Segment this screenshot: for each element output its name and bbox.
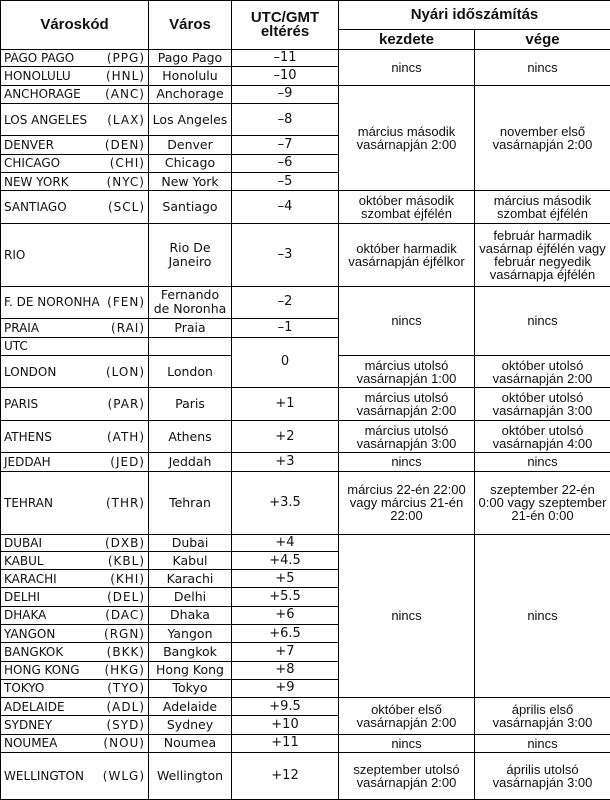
code-abbr: (LAX) <box>107 112 145 127</box>
city-name: Rio De Janeiro <box>149 223 232 286</box>
table-row <box>1 698 610 716</box>
utc-offset: –10 <box>232 67 339 85</box>
code-abbr: (LON) <box>105 364 145 379</box>
utc-offset: +5 <box>232 570 339 588</box>
code-name: DHAKA <box>4 608 47 623</box>
city-code <box>1 661 149 679</box>
city-code <box>1 734 149 752</box>
code-abbr: (ATH) <box>107 429 145 444</box>
code-abbr: (KBL) <box>107 553 145 568</box>
header-utc-offset: UTC/GMT eltérés <box>232 1 339 50</box>
dst-end: március második szombat éjfélén <box>475 191 610 224</box>
header-city-code: Városkód <box>1 1 149 50</box>
city-code <box>1 172 149 190</box>
city-code <box>1 191 149 224</box>
city-code <box>1 223 149 286</box>
city-code <box>1 625 149 643</box>
utc-offset: +9 <box>232 679 339 697</box>
code-name: YANGON <box>4 626 56 641</box>
city-code <box>1 388 149 421</box>
utc-offset: –2 <box>232 286 339 319</box>
utc-offset: +1 <box>232 388 339 421</box>
code-name: NOUMEA <box>4 736 58 751</box>
utc-offset: –8 <box>232 103 339 136</box>
utc-offset: +3.5 <box>232 471 339 534</box>
table-row <box>1 388 610 421</box>
code-name: ATHENS <box>4 429 52 444</box>
city-code <box>1 453 149 471</box>
utc-offset: +10 <box>232 716 339 734</box>
header-dst-start: kezdete <box>339 30 475 50</box>
code-name: HONOLULU <box>4 68 71 83</box>
city-code <box>1 319 149 337</box>
city-name: Athens <box>149 420 232 453</box>
dst-start: október első vasárnapján 2:00 <box>339 698 475 735</box>
table-row <box>1 752 610 799</box>
city-name: Adelaide <box>149 698 232 716</box>
city-code <box>1 570 149 588</box>
dst-start: szeptember utolsó vasárnapján 2:00 <box>339 752 475 799</box>
city-code <box>1 50 149 67</box>
city-name: London <box>149 355 232 388</box>
city-name: Dubai <box>149 534 232 551</box>
dst-start: március utolsó vasárnapján 3:00 <box>339 420 475 453</box>
city-name: Chicago <box>149 154 232 172</box>
code-name: RIO <box>4 247 26 262</box>
code-abbr: (HKG) <box>104 663 145 678</box>
city-name: Denver <box>149 136 232 154</box>
city-name: Yangon <box>149 625 232 643</box>
code-name: KARACHI <box>4 571 57 586</box>
code-name: HONG KONG <box>4 663 80 678</box>
table-row <box>1 85 610 103</box>
table-row <box>1 534 610 551</box>
city-name: Noumea <box>149 734 232 752</box>
code-abbr: (PAR) <box>107 397 145 412</box>
dst-start: március utolsó vasárnapján 1:00 <box>339 355 475 388</box>
table-row <box>1 734 610 752</box>
code-abbr: (DXB) <box>104 535 145 550</box>
code-name: WELLINGTON <box>4 768 84 783</box>
code-abbr: (RGN) <box>104 626 145 641</box>
city-name: Pago Pago <box>149 50 232 67</box>
code-name: LONDON <box>4 364 57 379</box>
dst-end: szeptember 22-én 0:00 vagy szeptember 21-én 0:00 <box>475 471 610 534</box>
city-code <box>1 67 149 85</box>
code-abbr: (THR) <box>105 495 145 510</box>
utc-offset: –3 <box>232 223 339 286</box>
code-name: NEW YORK <box>4 174 69 189</box>
city-name <box>149 337 232 355</box>
table-row <box>1 471 610 534</box>
city-name: Bangkok <box>149 643 232 661</box>
city-code <box>1 337 149 355</box>
dst-end: november első vasárnapján 2:00 <box>475 85 610 191</box>
utc-offset: +12 <box>232 752 339 799</box>
city-name: Santiago <box>149 191 232 224</box>
dst-start: március utolsó vasárnapján 2:00 <box>339 388 475 421</box>
city-code <box>1 679 149 697</box>
utc-offset: +4 <box>232 534 339 551</box>
utc-offset: –1 <box>232 319 339 337</box>
utc-offset: +11 <box>232 734 339 752</box>
dst-end: április első vasárnapján 3:00 <box>475 698 610 735</box>
dst-start: nincs <box>339 534 475 698</box>
utc-offset: –5 <box>232 172 339 190</box>
code-name: ADELAIDE <box>4 699 65 714</box>
city-name: Praia <box>149 319 232 337</box>
code-name: DELHI <box>4 590 41 605</box>
code-name: TEHRAN <box>4 495 53 510</box>
city-name: Los Angeles <box>149 103 232 136</box>
code-name: SANTIAGO <box>4 199 67 214</box>
code-abbr: (HNL) <box>105 68 145 83</box>
table-row <box>1 453 610 471</box>
city-code <box>1 716 149 734</box>
city-code <box>1 286 149 319</box>
dst-end: október utolsó vasárnapján 2:00 <box>475 355 610 388</box>
utc-offset: –4 <box>232 191 339 224</box>
city-name: New York <box>149 172 232 190</box>
city-name: Karachi <box>149 570 232 588</box>
dst-end: nincs <box>475 734 610 752</box>
table-row <box>1 50 610 67</box>
utc-offset: +2 <box>232 420 339 453</box>
city-name: Kabul <box>149 551 232 569</box>
dst-end: október utolsó vasárnapján 4:00 <box>475 420 610 453</box>
code-abbr: (ADL) <box>106 699 145 714</box>
dst-end: nincs <box>475 50 610 86</box>
dst-start: nincs <box>339 734 475 752</box>
city-code <box>1 420 149 453</box>
city-code <box>1 752 149 799</box>
dst-end: február harmadik vasárnap éjfélén vagy február negyedik vasárnapja éjfélén <box>475 223 610 286</box>
code-abbr: (DEL) <box>107 590 145 605</box>
code-abbr: (TYO) <box>107 681 145 696</box>
dst-start: nincs <box>339 50 475 86</box>
city-name: Fernando de Noronha <box>149 286 232 319</box>
table-row <box>1 420 610 453</box>
code-name: F. DE NORONHA <box>4 295 100 310</box>
code-abbr: (KHI) <box>110 571 145 586</box>
code-abbr: (ANC) <box>105 87 145 102</box>
city-name: Sydney <box>149 716 232 734</box>
dst-end: nincs <box>475 286 610 355</box>
utc-offset: +9.5 <box>232 698 339 716</box>
dst-end: április utolsó vasárnapján 3:00 <box>475 752 610 799</box>
utc-offset: +3 <box>232 453 339 471</box>
dst-start: nincs <box>339 453 475 471</box>
code-abbr: (BKK) <box>106 644 145 659</box>
city-code <box>1 643 149 661</box>
city-code <box>1 588 149 606</box>
utc-offset: +6.5 <box>232 625 339 643</box>
city-name: Tokyo <box>149 679 232 697</box>
dst-end: nincs <box>475 453 610 471</box>
utc-offset: 0 <box>232 337 339 388</box>
code-name: ANCHORAGE <box>4 87 81 102</box>
code-abbr: (NOU) <box>103 736 145 751</box>
header-dst-end: vége <box>475 30 610 50</box>
city-code <box>1 154 149 172</box>
city-name: Paris <box>149 388 232 421</box>
code-name: PRAIA <box>4 320 40 335</box>
city-name: Anchorage <box>149 85 232 103</box>
city-code <box>1 85 149 103</box>
code-name: DENVER <box>4 137 54 152</box>
code-abbr: (PPG) <box>106 51 145 66</box>
dst-start: március 22-én 22:00 vagy március 21-én 22:00 <box>339 471 475 534</box>
code-name: DUBAI <box>4 535 43 550</box>
code-abbr: (WLG) <box>102 768 145 783</box>
city-code <box>1 471 149 534</box>
city-name: Jeddah <box>149 453 232 471</box>
utc-offset: –9 <box>232 85 339 103</box>
city-code <box>1 355 149 388</box>
code-name: UTC <box>4 339 28 354</box>
table-row <box>1 223 610 286</box>
utc-offset: +6 <box>232 606 339 624</box>
code-name: CHICAGO <box>4 156 61 171</box>
dst-end: nincs <box>475 534 610 698</box>
utc-offset: +5.5 <box>232 588 339 606</box>
city-name: Dhaka <box>149 606 232 624</box>
city-name: Hong Kong <box>149 661 232 679</box>
code-abbr: (SYD) <box>106 718 145 733</box>
header-city: Város <box>149 1 232 50</box>
dst-start: nincs <box>339 286 475 355</box>
utc-offset: +7 <box>232 643 339 661</box>
code-name: LOS ANGELES <box>4 112 88 127</box>
code-abbr: (RAI) <box>111 320 145 335</box>
city-code <box>1 534 149 551</box>
city-name: Honolulu <box>149 67 232 85</box>
code-abbr: (FEN) <box>107 295 145 310</box>
code-name: PARIS <box>4 397 39 412</box>
code-abbr: (DEN) <box>104 137 145 152</box>
utc-offset: –7 <box>232 136 339 154</box>
code-abbr: (SCL) <box>107 199 145 214</box>
code-abbr: (CHI) <box>109 156 145 171</box>
header-dst: Nyári időszámítás <box>339 1 610 30</box>
city-name: Delhi <box>149 588 232 606</box>
utc-offset: +8 <box>232 661 339 679</box>
dst-start: március második vasárnapján 2:00 <box>339 85 475 191</box>
code-name: BANGKOK <box>4 644 64 659</box>
table-row <box>1 286 610 319</box>
code-name: KABUL <box>4 553 44 568</box>
utc-offset: –6 <box>232 154 339 172</box>
dst-start: október harmadik vasárnapján éjfélkor <box>339 223 475 286</box>
dst-start: október második szombat éjfélén <box>339 191 475 224</box>
code-name: TOKYO <box>4 681 45 696</box>
code-abbr: (JED) <box>110 454 145 469</box>
city-name: Wellington <box>149 752 232 799</box>
code-name: JEDDAH <box>4 454 51 469</box>
utc-offset: –11 <box>232 50 339 67</box>
dst-end: október utolsó vasárnapján 3:00 <box>475 388 610 421</box>
code-abbr: (NYC) <box>106 174 145 189</box>
code-name: SYDNEY <box>4 718 53 733</box>
code-name: PAGO PAGO <box>4 51 75 66</box>
city-code <box>1 606 149 624</box>
utc-offset: +4.5 <box>232 551 339 569</box>
city-name: Tehran <box>149 471 232 534</box>
city-code <box>1 103 149 136</box>
table-row <box>1 191 610 224</box>
city-code <box>1 698 149 716</box>
city-code <box>1 551 149 569</box>
code-abbr: (DAC) <box>105 608 145 623</box>
city-code <box>1 136 149 154</box>
